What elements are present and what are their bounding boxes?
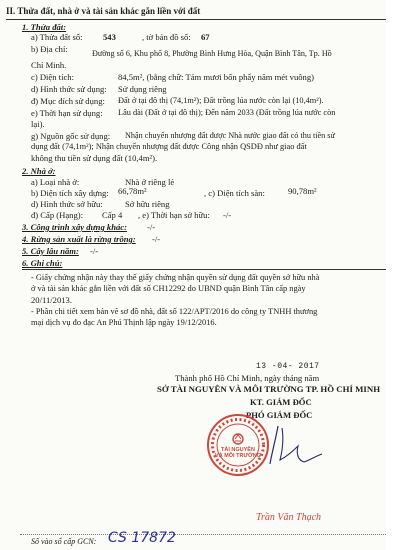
house-heading: 2. Nhà ở: [22, 166, 56, 176]
parcel-no-label: a) Thửa đất số: [31, 32, 83, 42]
floor-area-label: , c) Diện tích sàn: [204, 188, 265, 198]
use-form-value: Sử dụng riêng [118, 84, 167, 94]
signer-name: Trần Văn Thạch [256, 512, 322, 523]
purpose-value: Đất ở tại đô thị (74,1m²); Đất trồng lúa nước còn lại (10,4m²). [118, 96, 324, 105]
register-number: CS 17872 [108, 530, 176, 546]
house-type-value: Nhà ở riêng lẻ [125, 177, 175, 187]
official-seal-icon [205, 412, 271, 478]
issue-date-stamp: 13 -04- 2017 [256, 362, 320, 371]
note-2-line-2: mại dịch vụ đo đạc An Phú Thịnh lập ngày 19/12/2016. [31, 318, 217, 327]
map-sheet-label: , tờ bản đồ số: [142, 32, 191, 42]
origin-value-line-1: Nhận chuyển nhượng đất được Nhà nước giao đất có thu tiền sử [125, 131, 335, 140]
notes-rule [22, 269, 386, 270]
grade-value: Cấp 4 [102, 210, 123, 220]
note-1-line-1: - Giấy chứng nhận này thay thế giấy chứng nhận quyền sử dụng đất quyền sở hữu nhà [31, 273, 320, 282]
term-value-line-1: Lâu dài (Đất ở tại đô thị); Đến năm 2033 (Đất trồng lúa nước còn [118, 108, 336, 117]
section-title: II. Thửa đất, nhà ở và tài sản khác gắn liền với đất [6, 6, 201, 16]
svg-text:VÀ MÔI TRƯỜNG: VÀ MÔI TRƯỜNG [215, 453, 261, 459]
title-rule [6, 19, 386, 20]
house-type-label: a) Loại nhà ở: [31, 177, 80, 187]
address-line-2: Chí Minh. [31, 60, 67, 70]
footer-rule [20, 534, 386, 535]
note-1-line-2: ở và tài sản khác gắn liền với đất số CH12292 do UBND quận Bình Tân cấp ngày [31, 284, 306, 293]
duration-value: -/- [223, 210, 232, 220]
built-area-value: 66,78m² [118, 186, 147, 196]
duration-label: , e) Thời hạn sở hữu: [138, 210, 210, 220]
origin-label: g) Nguồn gốc sử dụng: [31, 131, 111, 141]
use-form-label: d) Hình thức sử dụng: [31, 84, 107, 94]
signer-role-1: KT. GIÁM ĐỐC [250, 397, 312, 407]
note-2-line-1: - Phần chi tiết xem bản vẽ sơ đồ nhà, đất số 122/APT/2016 do công ty TNHH thương [31, 307, 318, 316]
address-line-1: Đường số 6, Khu phố 8, Phường Bình Hưng Hòa, Quận Bình Tân, Tp. Hồ [92, 49, 332, 58]
address-label: b) Địa chỉ: [31, 44, 68, 54]
perennial-label: 5. Cây lâu năm: [22, 246, 79, 256]
land-heading: 1. Thửa đất: [22, 22, 67, 32]
svg-text:TÀI NGUYÊN: TÀI NGUYÊN [221, 447, 255, 453]
built-area-label: b) Diện tích xây dựng: [31, 188, 109, 198]
grade-label: đ) Cấp (Hạng): [31, 210, 84, 220]
parcel-no-value: 543 [103, 32, 116, 42]
perennial-value: -/- [90, 246, 99, 256]
planted-forest-label: 4. Rừng sản xuất là rừng trồng: [22, 234, 136, 244]
term-value-line-2: lại). [31, 119, 45, 129]
area-label: c) Diện tích: [31, 72, 74, 82]
other-works-value: -/- [147, 222, 156, 232]
ownership-label: d) Hình thức sở hữu: [31, 199, 103, 209]
signer-role-2: PHÓ GIÁM ĐỐC [246, 410, 313, 420]
place-date-line: Thành phố Hồ Chí Minh, ngày tháng năm [175, 373, 320, 383]
signature-icon [264, 420, 326, 470]
other-works-label: 3. Công trình xây dựng khác: [22, 222, 127, 232]
origin-value-line-2: dụng đất (74,1m²); Nhận chuyển nhượng đất được Công nhận QSDĐ như giao đất [31, 142, 307, 151]
floor-area-value: 90,78m² [288, 186, 317, 196]
area-value: 84,5m², (bằng chữ: Tám mươi bốn phẩy năm mét vuông) [118, 72, 314, 82]
origin-value-line-3: không thu tiền sử dụng đất (10,4m²). [31, 153, 158, 163]
map-sheet-value: 67 [201, 32, 210, 42]
note-1-line-3: 20/11/2013. [31, 295, 72, 305]
purpose-label: đ) Mục đích sử dụng: [31, 96, 105, 106]
notes-heading: 6. Ghi chú: [22, 258, 63, 268]
term-label: e) Thời hạn sử dụng: [31, 108, 103, 118]
register-label: Số vào sổ cấp GCN: [31, 537, 97, 546]
issuing-authority: SỞ TÀI NGUYÊN VÀ MÔI TRƯỜNG TP. HỒ CHÍ MINH [157, 384, 381, 394]
ownership-value: Sở hữu riêng [125, 199, 170, 209]
planted-forest-value: -/- [152, 234, 161, 244]
right-margin [386, 0, 400, 550]
